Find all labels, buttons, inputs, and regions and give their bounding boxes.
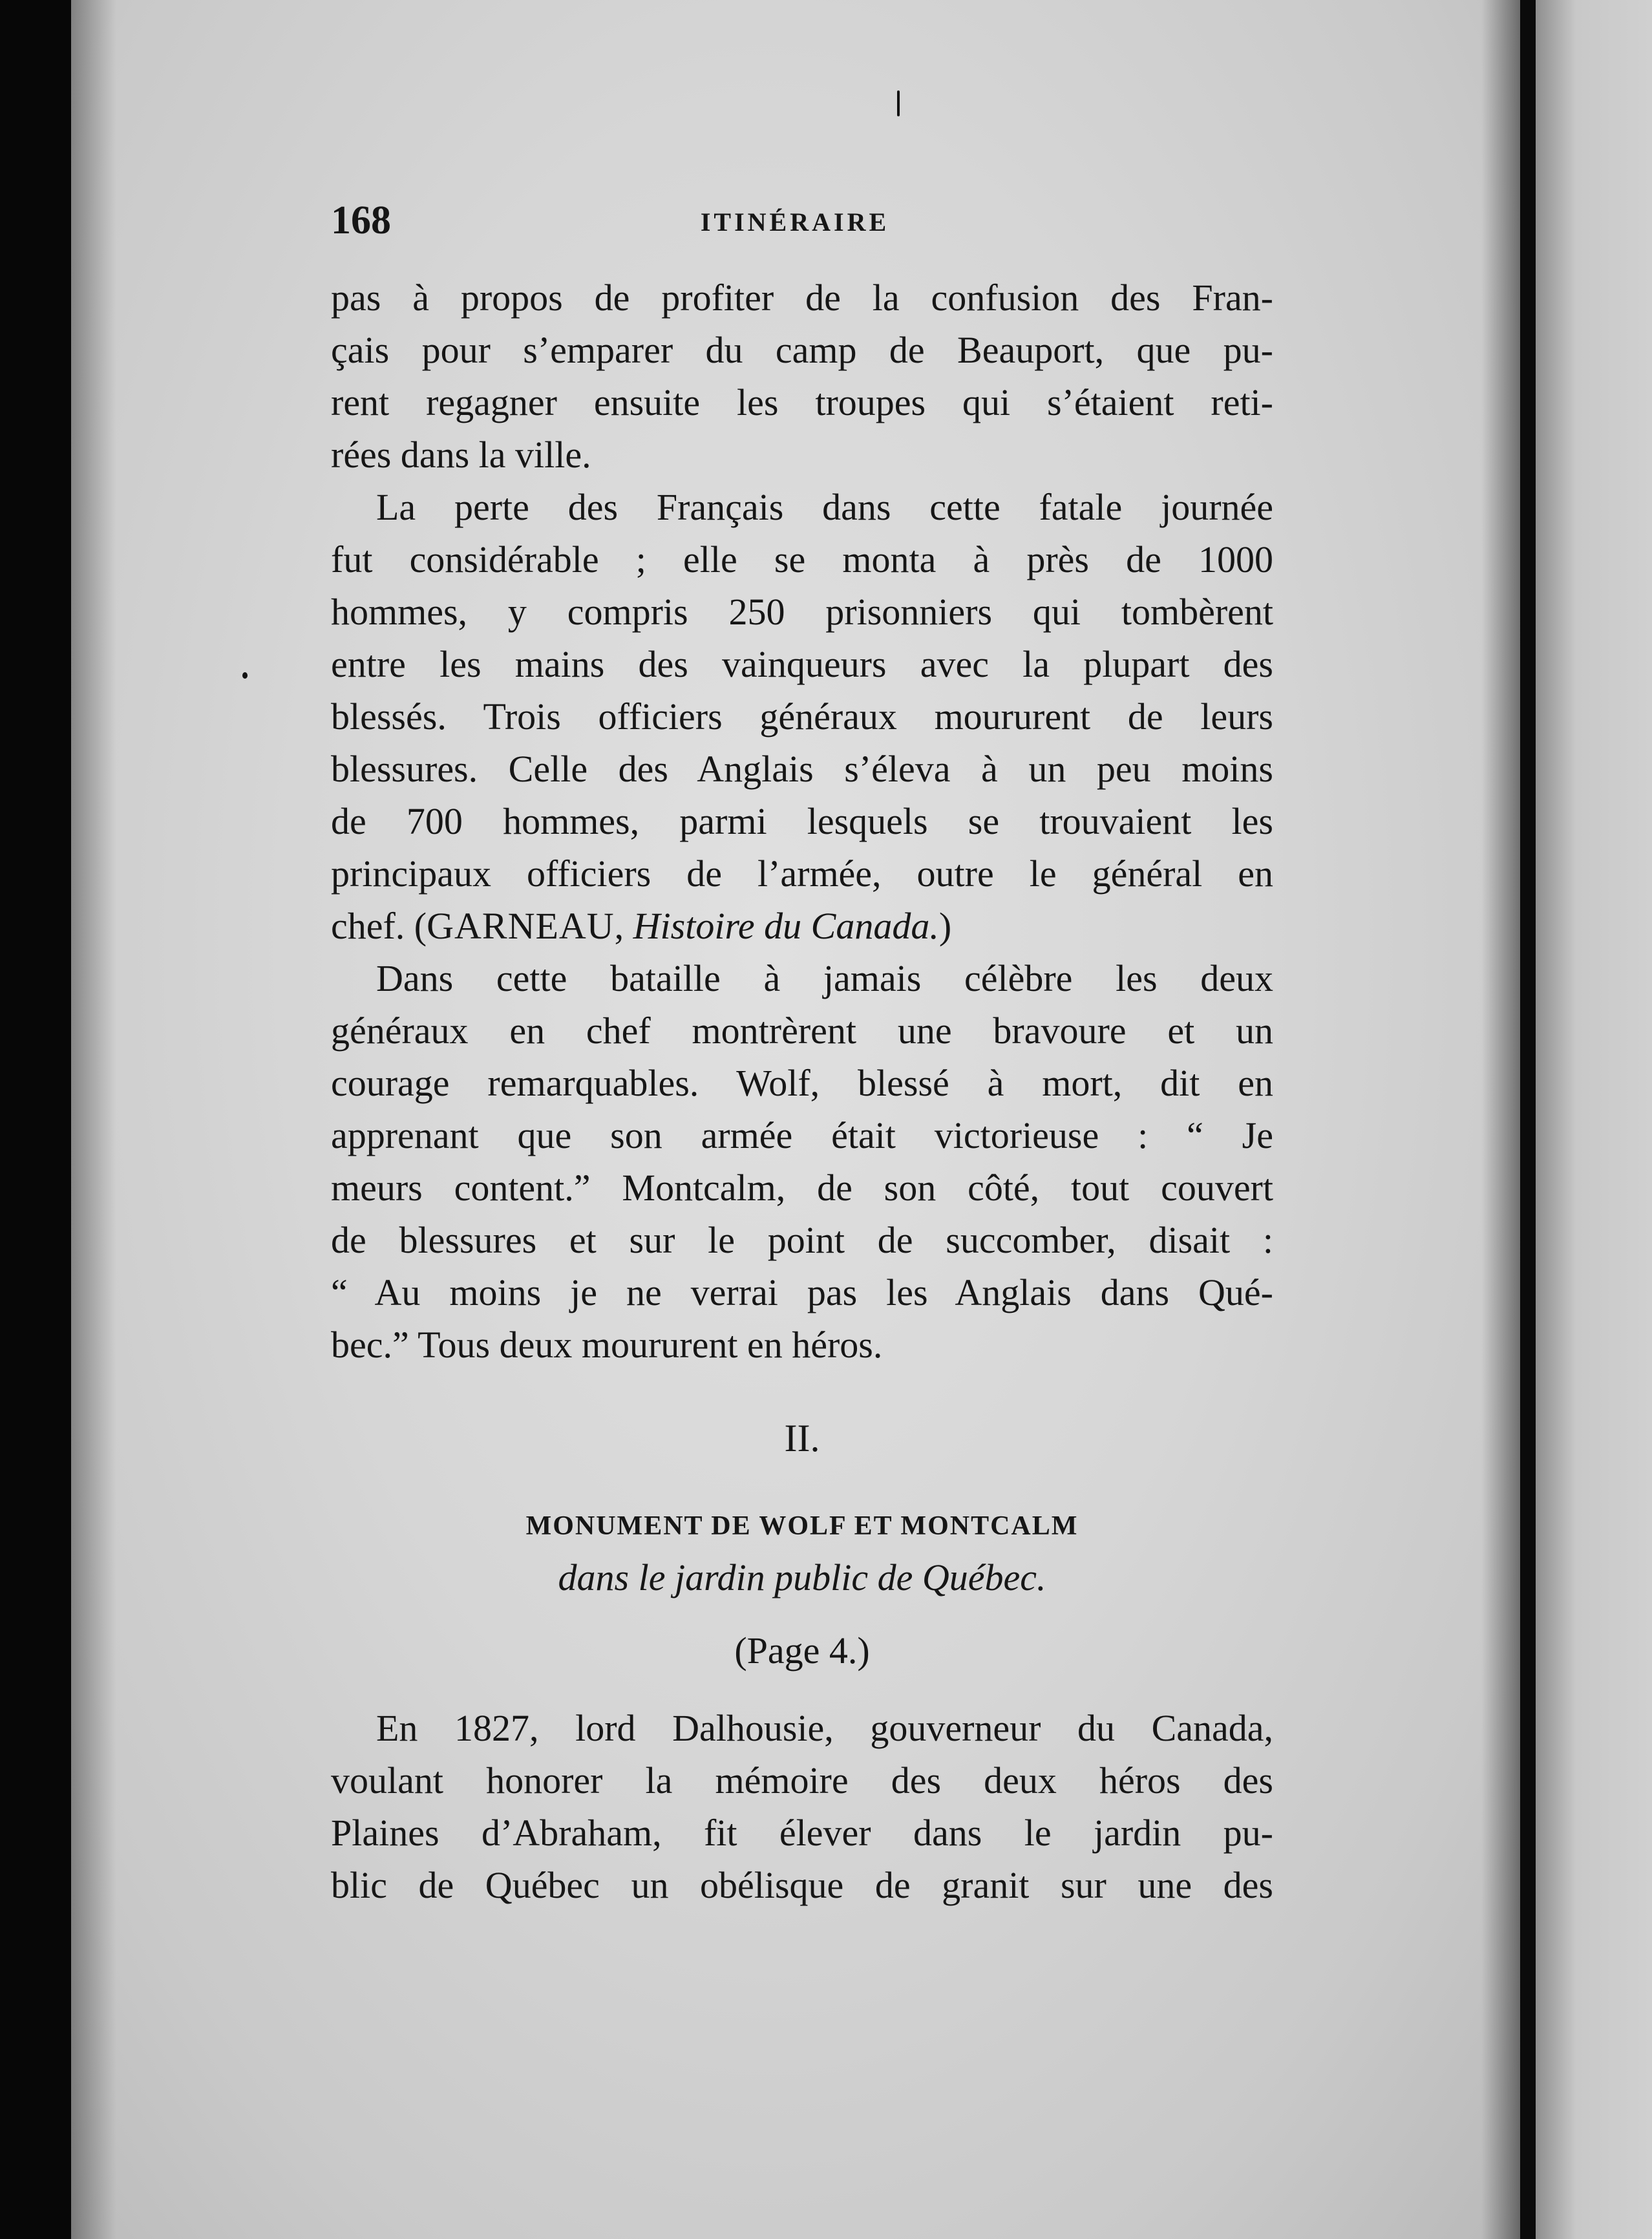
text-line: bec.” Tous deux moururent en héros. [331,1324,883,1366]
text-line: courage remarquables. Wolf, blessé à mort, dit en [331,1062,1273,1104]
text-line: blic de Québec un obélisque de granit sur une des [331,1864,1273,1906]
text-line: rent regagner ensuite les troupes qui s’étaient reti- [331,381,1273,423]
text-line: La perte des Français dans cette fatale journée [376,486,1273,528]
text-line: rées dans la ville. [331,434,591,476]
citation-author: GARNEAU [427,905,615,947]
text-line: entre les mains des vainqueurs avec la plupart des [331,643,1273,685]
text-line: blessures. Celle des Anglais s’éleva à un peu moins [331,748,1273,790]
text-line: Dans cette bataille à jamais célèbre les deux [376,957,1273,999]
citation-line [331,900,1273,952]
text-block [259,194,1273,1911]
citation-separator: , [614,905,633,947]
paragraph-3 [259,952,1273,1371]
citation-lead: chef. ( [331,905,427,947]
paragraph-2 [259,481,1273,952]
section-title: MONUMENT DE WOLF ET MONTCALM [525,1511,1079,1541]
paragraph-4 [259,1702,1273,1911]
adjacent-page-edge [1536,0,1652,2239]
scan-speck [897,90,900,116]
text-line: voulant honorer la mémoire des deux héros des [331,1759,1273,1801]
citation-title: Histoire du Canada. [633,905,939,947]
text-line: En 1827, lord Dalhousie, gouverneur du Canada, [376,1707,1273,1749]
text-line: hommes, y compris 250 prisonniers qui tombèrent [331,591,1273,633]
text-line: Plaines d’Abraham, fit élever dans le jardin pu- [331,1812,1273,1854]
text-line: meurs content.” Montcalm, de son côté, tout couvert [331,1167,1273,1209]
text-line: de blessures et sur le point de succomber, disait : [331,1219,1273,1261]
text-line: principaux officiers de l’armée, outre le général en [331,853,1273,895]
text-line: “ Au moins je ne verrai pas les Anglais dans Qué- [331,1271,1273,1313]
text-line: çais pour s’emparer du camp de Beauport, que pu- [331,329,1273,371]
text-line: blessés. Trois officiers généraux moururent de leurs [331,695,1273,737]
running-head [259,198,1273,249]
text-line: fut considérable ; elle se monta à près de 1000 [331,538,1273,580]
section-number: II. [784,1417,820,1459]
running-title: ITINÉRAIRE [700,207,890,237]
page-gutter [1520,0,1536,2239]
section-subtitle: dans le jardin public de Québec. [558,1556,1046,1598]
citation-close: ) [938,905,952,947]
section-page-reference: (Page 4.) [734,1629,870,1671]
text-line: généraux en chef montrèrent une bravoure et un [331,1010,1273,1052]
paragraph-1 [259,271,1273,481]
text-line: pas à propos de profiter de la confusion des Fran- [331,277,1273,319]
scan-speck [242,672,248,679]
page-edge-shadow-left [71,0,116,2239]
page-number: 168 [331,198,391,242]
page-edge-shadow-right [1481,0,1520,2239]
text-line: apprenant que son armée était victorieuse : “ Je [331,1114,1273,1156]
text-line: de 700 hommes, parmi lesquels se trouvaient les [331,800,1273,842]
